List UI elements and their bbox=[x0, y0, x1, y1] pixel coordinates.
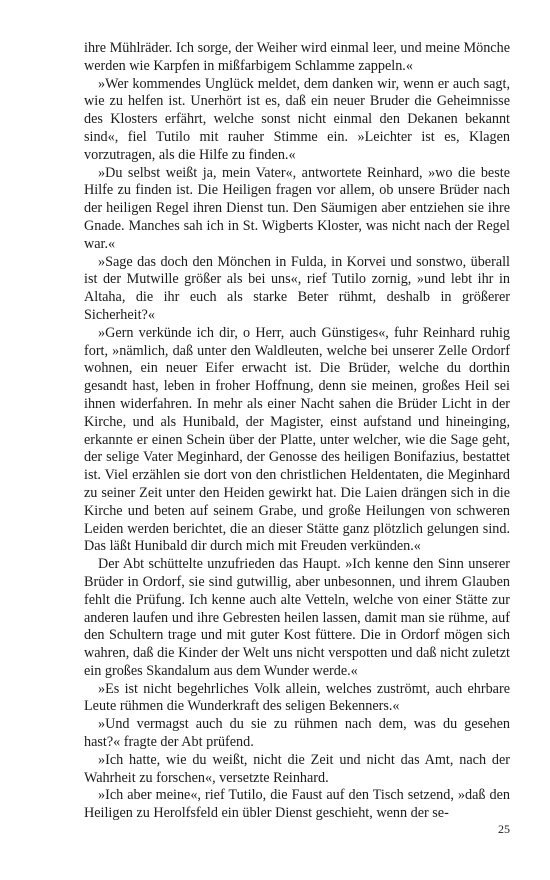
paragraph: »Wer kommendes Unglück meldet, dem danken wir, wenn er auch sagt, wie zu helfen ist. Unerhört ist es, daß ein neuer Bruder die Geheimnisse des Klosters erfährt, welche sonst nicht einmal den Dekanen bekannt sind«, fiel Tutilo mit rauher Stimme ein. »Leichter ist es, Klagen vorzutragen, als die Hilfe zu finden.« bbox=[84, 75, 510, 163]
paragraph: ihre Mühlräder. Ich sorge, der Weiher wird einmal leer, und meine Mönche werden wie Karpfen in mißfarbigem Schlamme zappeln.« bbox=[84, 40, 510, 74]
page-number: 25 bbox=[498, 822, 510, 836]
paragraph: »Ich aber meine«, rief Tutilo, die Faust auf den Tisch setzend, »daß den Heiligen zu Herolfsfeld ein übler Dienst geschieht, wenn der se- bbox=[84, 787, 510, 822]
paragraph: »Ich hatte, wie du weißt, nicht die Zeit und nicht das Amt, nach der Wahrheit zu forschen«, versetzte Reinhard. bbox=[84, 751, 510, 786]
book-page-text bbox=[84, 40, 510, 823]
paragraph: »Es ist nicht begehrliches Volk allein, welches zuströmt, auch ehrbare Leute rühmen die Wunderkraft des seligen Bekenners.« bbox=[84, 680, 510, 715]
paragraph: »Sage das doch den Mönchen in Fulda, in Korvei und sonstwo, überall ist der Mutwille größer als bei uns«, rief Tutilo zornig, »und lebt ihr in Altaha, die ihr euch als starke Beter rühmt, deshalb in größerer Sicherheit?« bbox=[84, 253, 510, 323]
paragraph: Der Abt schüttelte unzufrieden das Haupt. »Ich kenne den Sinn unserer Brüder in Ordorf, sie sind gutwillig, aber unbesonnen, und ihrem Glauben fehlt die Prüfung. Ich kenne auch alte Vetteln, welche von einer Stätte zur anderen laufen und ihre Gebresten heilen lassen, damit man sie rühme, auf den Schultern trage und mit guter Kost füttere. Die in Ordorf mögen sich wahren, daß die Kinder der Welt uns nicht verspotten und daß nicht zuletzt ein großes Skandalum aus dem Wunder werde.« bbox=[84, 556, 510, 679]
paragraph: »Du selbst weißt ja, mein Vater«, antwortete Reinhard, »wo die beste Hilfe zu finden ist. Die Heiligen fragen vor allem, ob unsere Brüder nach der heiligen Regel ihren Dienst tun. Den Säumigen aber entziehen sie ihre Gnade. Manches sah ich in St. Wigberts Kloster, was nicht nach der Regel war.« bbox=[84, 164, 510, 252]
paragraph: »Gern verkünde ich dir, o Herr, auch Günstiges«, fuhr Reinhard ruhig fort, »nämlich, daß unter den Waldleuten, welche bei unserer Zelle Ordorf wohnen, ein neuer Eifer erwacht ist. Die Brüder, welche du dorthin gesandt hast, leben in froher Hoffnung, denn sie meinen, großes Heil sei ihnen widerfahren. In mehr als einer Nacht sahen die Brüder Licht in der Kirche, und als Hunibald, der Magister, einst aufstand und hineinging, erkannte er einen Schein über der Platte, unter welcher, wie die Sage geht, der selige Vater Meginhard, der Genosse des heiligen Bonifazius, bestattet ist. Viel erzählen sie dort von den christlichen Heldentaten, die Meginhard zu seiner Zeit unter den Heiden gewirkt hat. Die Laien drängen sich in die Kirche und beten auf seinem Grabe, und große Heilungen von schweren Leiden werden berichtet, die an dieser Stätte ganz plötzlich gelungen sind. Das läßt Hunibald dir durch mich mit Freuden verkünden.« bbox=[84, 324, 510, 555]
paragraph: »Und vermagst auch du sie zu rühmen nach dem, was du gesehen hast?« fragte der Abt prüfend. bbox=[84, 716, 510, 751]
